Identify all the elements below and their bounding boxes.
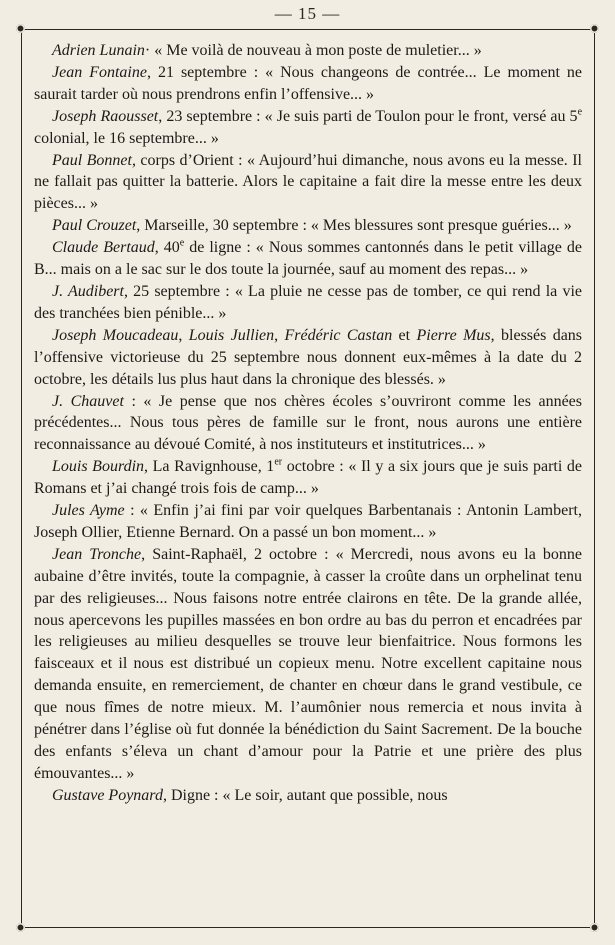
soldier-name: Joseph Raousset [52,107,159,125]
paragraph-text: , 23 septembre : « Je suis parti de Toulon pour le front, versé au 5 [158,107,578,125]
paragraph [34,325,582,391]
superscript: e [179,237,185,249]
paragraph-text: , Digne : « Le soir, autant que possible, nous [162,786,448,804]
superscript: er [274,456,283,468]
soldier-name: Claude Bertaud [52,239,155,257]
soldier-name: J. Audibert [52,282,124,300]
paragraph [34,215,582,237]
superscript: e [577,106,583,118]
soldier-name: Pierre Mus [416,326,491,344]
paragraph [34,237,582,281]
paragraph [34,391,582,457]
paragraph-text: : « Je pense que nos chères écoles s’ouvriront comme les années précédentes... Nous tous pères de famille sur le front, nous aurons une entière reconnaissance au dévoué Comité, à nos instituteurs et institutrices... » [34,392,582,454]
paragraph-text: , La Ravignhouse, 1 [144,458,275,476]
soldier-name: Louis Bourdin [52,458,145,476]
soldier-name: Louis Jullien [188,326,275,344]
soldier-name: Jean Fontaine [52,63,147,81]
paragraph-text: , corps d’Orient : « Aujourd’hui dimanche, nous avons eu la messe. Il ne fallait pas quitter la batterie. Alors le capitaine a fait dire la messe entre les deux pièces... » [34,151,583,213]
soldier-name: Gustave Poynard [52,786,163,804]
soldier-name: Jean Tronche [52,545,142,563]
corner-ornament [16,24,25,33]
paragraph-text: , 21 septembre : « Nous changeons de contrée... Le moment ne saurait tarder où nous prendrons enfin l’offensive... » [34,63,582,103]
paragraph [34,456,582,500]
page-number: — 15 — [274,4,341,23]
name-connector: et [392,326,417,344]
soldier-name: Paul Crouzet [52,217,137,235]
paragraph-text: · « Me voilà de nouveau à mon poste de muletier... » [144,42,482,59]
paragraph-text: , Saint-Raphaël, 2 octobre : « Mercredi, nous avons eu la bonne aubaine d’être invités, toute la compagnie, à casser la croûte dans un orphelinat tenu par des religieuses... Nous faisons notre entrée clairons en tête. De la grande allée, nous apercevons les pupilles massées en bon ordre au bas du perron et encadrées par les religieuses au milieu desquelles se trouve leur bienfaitrice. Nous formons les faisceaux et il nous est distribué un copieux menu. Notre excellent capitaine nous demanda ensuite, en remerciement, de chanter en chœur dans le grand vestibule, ce que nous fîmes de notre mieux. M. l’aumônier nous remercia et nous invita à pénétrer dans l’église où fut donnée la bénédiction du Saint Sacrement. De la bouche des enfants s’éleva un chant d’amour pour la Patrie et une prière des plus émouvantes... » [34,545,582,782]
paragraph-text: de ligne : « Nous sommes cantonnés dans le petit village de B... mais on a le sac sur le dos toute la journée, sauf au moment des repas... » [34,239,583,279]
soldier-name: Adrien Lunain [52,42,145,59]
soldier-name: Jules Ayme [52,502,125,520]
corner-ornament [590,24,599,33]
soldier-name: Paul Bonnet [52,151,132,169]
paragraph-text: : « Enfin j’ai fini par voir quelques Barbentanais : Antonin Lambert, Joseph Ollier, Etienne Bernard. On a passé un bon moment... » [34,502,582,541]
soldier-name: Frédéric Castan [284,326,393,344]
paragraph [34,106,582,150]
paragraph [34,500,582,544]
soldier-name: Joseph Moucadeau [52,326,179,344]
body-text [34,40,582,807]
name-connector: , [274,326,285,344]
paragraph-text: , Marseille, 30 septembre : « Mes blessures sont presque guéries... » [136,217,572,235]
name-connector: , [178,326,189,344]
paragraph-text: , blessés dans l’offensive victorieuse du 25 septembre nous donnent eux-mêmes à la date du 2 octobre, les détails lus plus haut dans la chronique des blessés. » [34,326,583,388]
paragraph-text: colonial, le 16 septembre... » [34,129,219,147]
soldier-name: J. Chauvet [52,392,124,410]
paragraph [34,62,582,106]
paragraph [34,785,582,807]
paragraph-text: , 25 septembre : « La pluie ne cesse pas de tomber, ce qui rend la vie des tranchées bien pénible... » [34,282,582,322]
paragraph [34,150,582,216]
corner-ornament [16,923,25,932]
corner-ornament [590,923,599,932]
paragraph [34,544,582,785]
paragraph-text: octobre : « Il y a six jours que je suis parti de Romans et j’ai changé trois fois de camp... » [34,458,583,498]
paragraph [34,40,582,62]
paragraph [34,281,582,325]
paragraph-text: , 40 [154,239,180,257]
